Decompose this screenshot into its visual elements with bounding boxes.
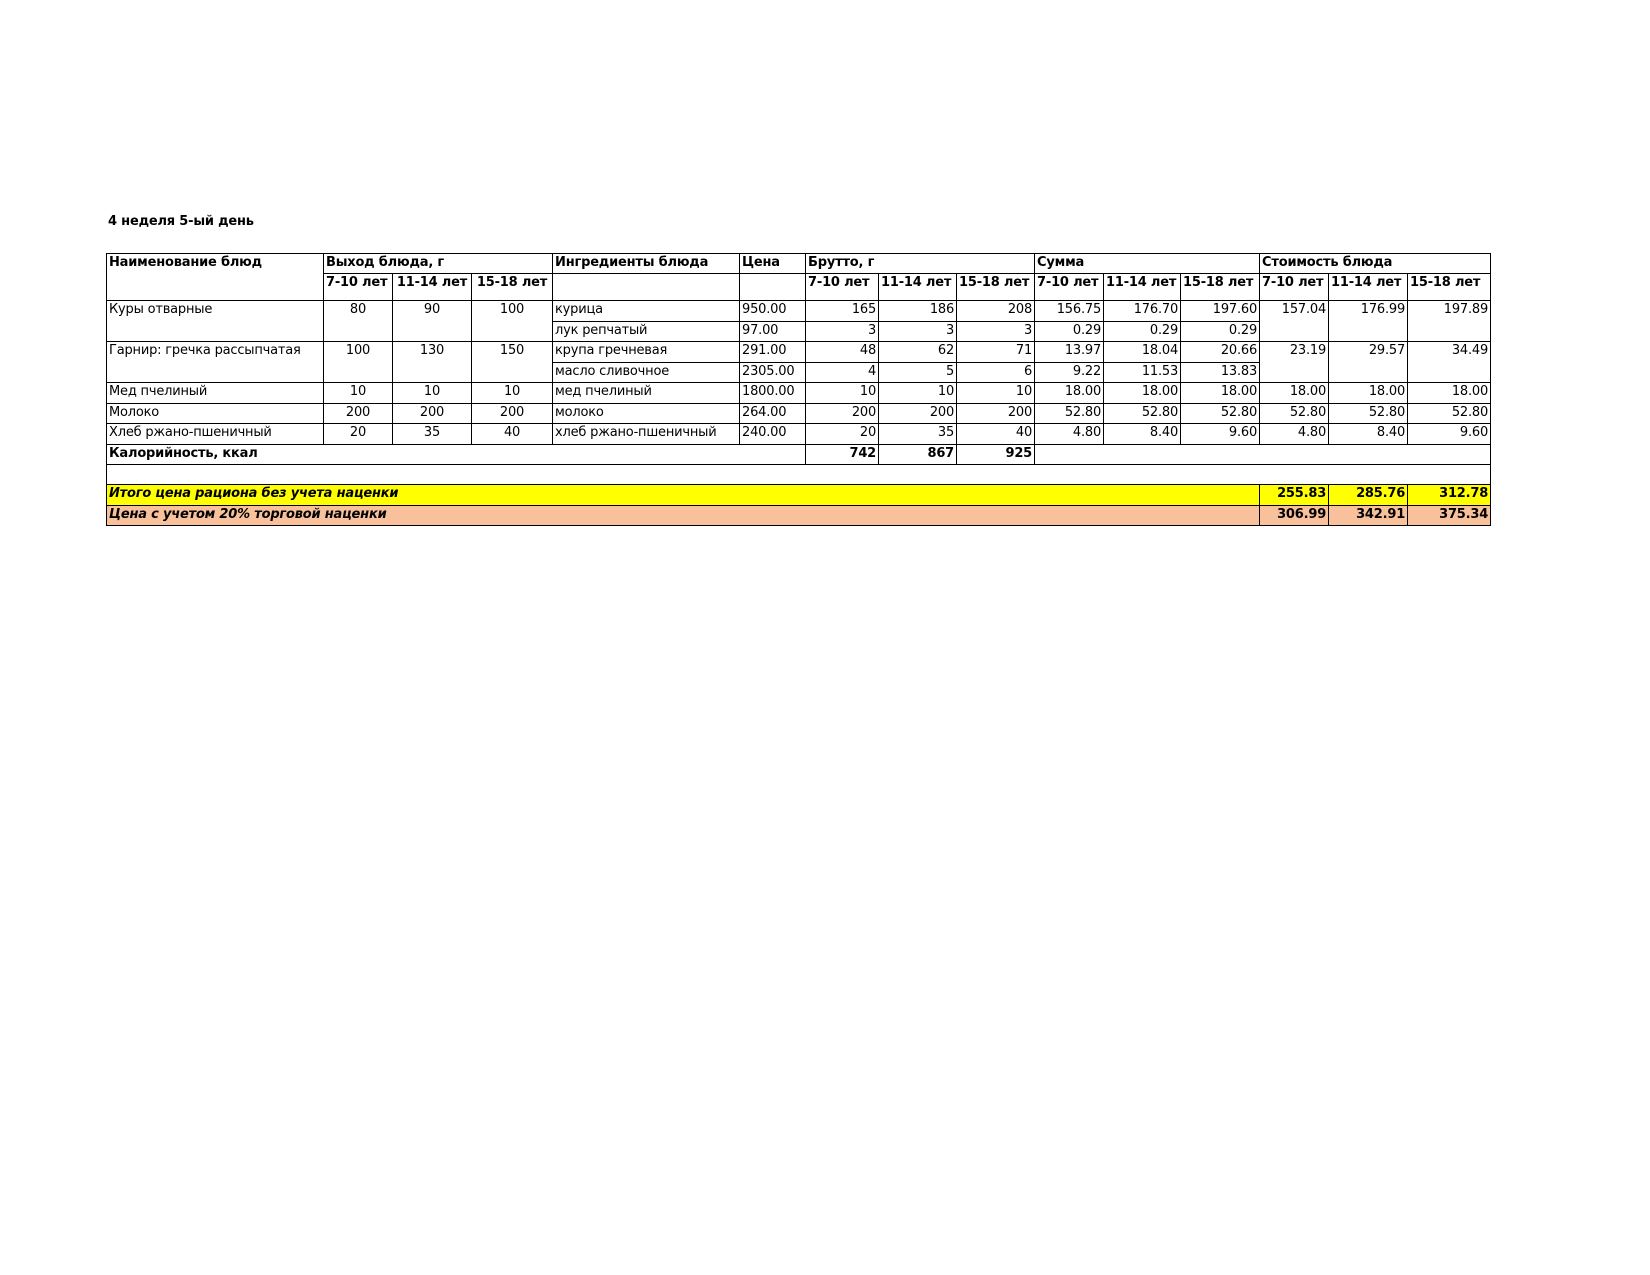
sum-cell: 0.29 bbox=[1104, 321, 1181, 342]
header-dish-cost: Стоимость блюда bbox=[1260, 254, 1491, 274]
header-age-group: 15-18 лет bbox=[472, 274, 553, 301]
table-row bbox=[107, 342, 1491, 363]
header-dish-name: Наименование блюд bbox=[107, 254, 324, 301]
gross-cell: 6 bbox=[957, 362, 1035, 383]
gross-cell: 5 bbox=[879, 362, 957, 383]
header-age-group: 11-14 лет bbox=[1329, 274, 1408, 301]
total-row bbox=[107, 485, 1491, 506]
gross-cell: 10 bbox=[806, 383, 879, 404]
sum-cell: 9.22 bbox=[1035, 362, 1104, 383]
gross-cell: 62 bbox=[879, 342, 957, 363]
gross-cell: 20 bbox=[806, 424, 879, 445]
cost-cell: 197.89 bbox=[1408, 301, 1491, 342]
sum-cell: 156.75 bbox=[1035, 301, 1104, 322]
gross-cell: 3 bbox=[879, 321, 957, 342]
sum-cell: 20.66 bbox=[1181, 342, 1260, 363]
price-cell: 291.00 bbox=[740, 342, 806, 363]
gross-cell: 3 bbox=[957, 321, 1035, 342]
calories-row bbox=[107, 444, 1491, 465]
calories-value: 925 bbox=[957, 444, 1035, 465]
price-cell: 950.00 bbox=[740, 301, 806, 322]
total-value: 312.78 bbox=[1408, 485, 1491, 506]
ingredient-cell: мед пчелиный bbox=[553, 383, 740, 404]
sum-cell: 11.53 bbox=[1104, 362, 1181, 383]
gross-cell: 186 bbox=[879, 301, 957, 322]
calories-value: 867 bbox=[879, 444, 957, 465]
header-yield: Выход блюда, г bbox=[324, 254, 553, 274]
dish-name-cell: Хлеб ржано-пшеничный bbox=[107, 424, 324, 445]
ingredient-cell: лук репчатый bbox=[553, 321, 740, 342]
price-cell: 2305.00 bbox=[740, 362, 806, 383]
ingredient-cell: масло сливочное bbox=[553, 362, 740, 383]
yield-cell: 10 bbox=[393, 383, 472, 404]
gross-cell: 10 bbox=[957, 383, 1035, 404]
yield-cell: 10 bbox=[472, 383, 553, 404]
price-cell: 264.00 bbox=[740, 403, 806, 424]
dish-name-cell: Гарнир: гречка рассыпчатая bbox=[107, 342, 324, 383]
markup-value: 342.91 bbox=[1329, 505, 1408, 526]
blank-row bbox=[107, 465, 1491, 485]
yield-cell: 200 bbox=[324, 403, 393, 424]
sum-cell: 0.29 bbox=[1035, 321, 1104, 342]
dish-name-cell: Молоко bbox=[107, 403, 324, 424]
cost-cell: 18.00 bbox=[1260, 383, 1329, 404]
markup-value: 306.99 bbox=[1260, 505, 1329, 526]
cost-cell: 176.99 bbox=[1329, 301, 1408, 342]
sum-cell: 176.70 bbox=[1104, 301, 1181, 322]
yield-cell: 150 bbox=[472, 342, 553, 383]
price-cell: 240.00 bbox=[740, 424, 806, 445]
yield-cell: 35 bbox=[393, 424, 472, 445]
yield-cell: 20 bbox=[324, 424, 393, 445]
cost-cell: 23.19 bbox=[1260, 342, 1329, 383]
gross-cell: 35 bbox=[879, 424, 957, 445]
total-value: 285.76 bbox=[1329, 485, 1408, 506]
gross-cell: 200 bbox=[879, 403, 957, 424]
header-age-group: 7-10 лет bbox=[806, 274, 879, 301]
cost-cell: 52.80 bbox=[1329, 403, 1408, 424]
yield-cell: 10 bbox=[324, 383, 393, 404]
header-age-group: 11-14 лет bbox=[1104, 274, 1181, 301]
page-title: 4 неделя 5-ый день bbox=[108, 214, 254, 229]
ingredient-cell: курица bbox=[553, 301, 740, 322]
table-row bbox=[107, 403, 1491, 424]
sum-cell: 4.80 bbox=[1035, 424, 1104, 445]
gross-cell: 40 bbox=[957, 424, 1035, 445]
gross-cell: 71 bbox=[957, 342, 1035, 363]
table-body bbox=[107, 254, 1491, 526]
total-value: 255.83 bbox=[1260, 485, 1329, 506]
sum-cell: 9.60 bbox=[1181, 424, 1260, 445]
yield-cell: 100 bbox=[472, 301, 553, 342]
header-price: Цена bbox=[740, 254, 806, 274]
sum-cell: 52.80 bbox=[1035, 403, 1104, 424]
cost-cell: 34.49 bbox=[1408, 342, 1491, 383]
gross-cell: 10 bbox=[879, 383, 957, 404]
yield-cell: 200 bbox=[472, 403, 553, 424]
cost-cell: 52.80 bbox=[1260, 403, 1329, 424]
sum-cell: 18.04 bbox=[1104, 342, 1181, 363]
sum-cell: 18.00 bbox=[1181, 383, 1260, 404]
gross-cell: 165 bbox=[806, 301, 879, 322]
blank-cell bbox=[107, 465, 1491, 485]
cost-cell: 18.00 bbox=[1329, 383, 1408, 404]
header-age-group: 7-10 лет bbox=[1260, 274, 1329, 301]
header-age-group: 7-10 лет bbox=[324, 274, 393, 301]
ingredient-cell: молоко bbox=[553, 403, 740, 424]
markup-row bbox=[107, 505, 1491, 526]
gross-cell: 200 bbox=[806, 403, 879, 424]
cost-cell: 8.40 bbox=[1329, 424, 1408, 445]
sum-cell: 52.80 bbox=[1181, 403, 1260, 424]
gross-cell: 4 bbox=[806, 362, 879, 383]
sum-cell: 13.97 bbox=[1035, 342, 1104, 363]
header-age-group: 7-10 лет bbox=[1035, 274, 1104, 301]
yield-cell: 200 bbox=[393, 403, 472, 424]
gross-cell: 208 bbox=[957, 301, 1035, 322]
dish-name-cell: Куры отварные bbox=[107, 301, 324, 342]
header-gross: Брутто, г bbox=[806, 254, 1035, 274]
markup-value: 375.34 bbox=[1408, 505, 1491, 526]
header-empty bbox=[553, 274, 740, 301]
calories-value: 742 bbox=[806, 444, 879, 465]
total-label: Итого цена рациона без учета наценки bbox=[107, 485, 1260, 506]
yield-cell: 40 bbox=[472, 424, 553, 445]
sum-cell: 13.83 bbox=[1181, 362, 1260, 383]
price-cell: 1800.00 bbox=[740, 383, 806, 404]
sum-cell: 0.29 bbox=[1181, 321, 1260, 342]
header-sum: Сумма bbox=[1035, 254, 1260, 274]
gross-cell: 200 bbox=[957, 403, 1035, 424]
header-age-group: 15-18 лет bbox=[1181, 274, 1260, 301]
yield-cell: 80 bbox=[324, 301, 393, 342]
cost-cell: 157.04 bbox=[1260, 301, 1329, 342]
markup-label: Цена с учетом 20% торговой наценки bbox=[107, 505, 1260, 526]
cost-cell: 9.60 bbox=[1408, 424, 1491, 445]
header-row-1 bbox=[107, 254, 1491, 274]
header-age-group: 15-18 лет bbox=[1408, 274, 1491, 301]
table-row bbox=[107, 301, 1491, 322]
sum-cell: 197.60 bbox=[1181, 301, 1260, 322]
gross-cell: 48 bbox=[806, 342, 879, 363]
table-row bbox=[107, 424, 1491, 445]
header-age-group: 11-14 лет bbox=[879, 274, 957, 301]
price-cell: 97.00 bbox=[740, 321, 806, 342]
header-age-group: 11-14 лет bbox=[393, 274, 472, 301]
table-row bbox=[107, 383, 1491, 404]
sum-cell: 18.00 bbox=[1035, 383, 1104, 404]
ingredient-cell: хлеб ржано-пшеничный bbox=[553, 424, 740, 445]
header-age-group: 15-18 лет bbox=[957, 274, 1035, 301]
header-empty bbox=[740, 274, 806, 301]
menu-cost-table bbox=[106, 253, 1491, 526]
sum-cell: 18.00 bbox=[1104, 383, 1181, 404]
yield-cell: 90 bbox=[393, 301, 472, 342]
sum-cell: 52.80 bbox=[1104, 403, 1181, 424]
gross-cell: 3 bbox=[806, 321, 879, 342]
cost-cell: 29.57 bbox=[1329, 342, 1408, 383]
yield-cell: 130 bbox=[393, 342, 472, 383]
dish-name-cell: Мед пчелиный bbox=[107, 383, 324, 404]
header-ingredients: Ингредиенты блюда bbox=[553, 254, 740, 274]
cost-cell: 18.00 bbox=[1408, 383, 1491, 404]
cost-cell: 4.80 bbox=[1260, 424, 1329, 445]
cost-cell: 52.80 bbox=[1408, 403, 1491, 424]
ingredient-cell: крупа гречневая bbox=[553, 342, 740, 363]
calories-label: Калорийность, ккал bbox=[107, 444, 806, 465]
yield-cell: 100 bbox=[324, 342, 393, 383]
calories-empty bbox=[1035, 444, 1491, 465]
sum-cell: 8.40 bbox=[1104, 424, 1181, 445]
